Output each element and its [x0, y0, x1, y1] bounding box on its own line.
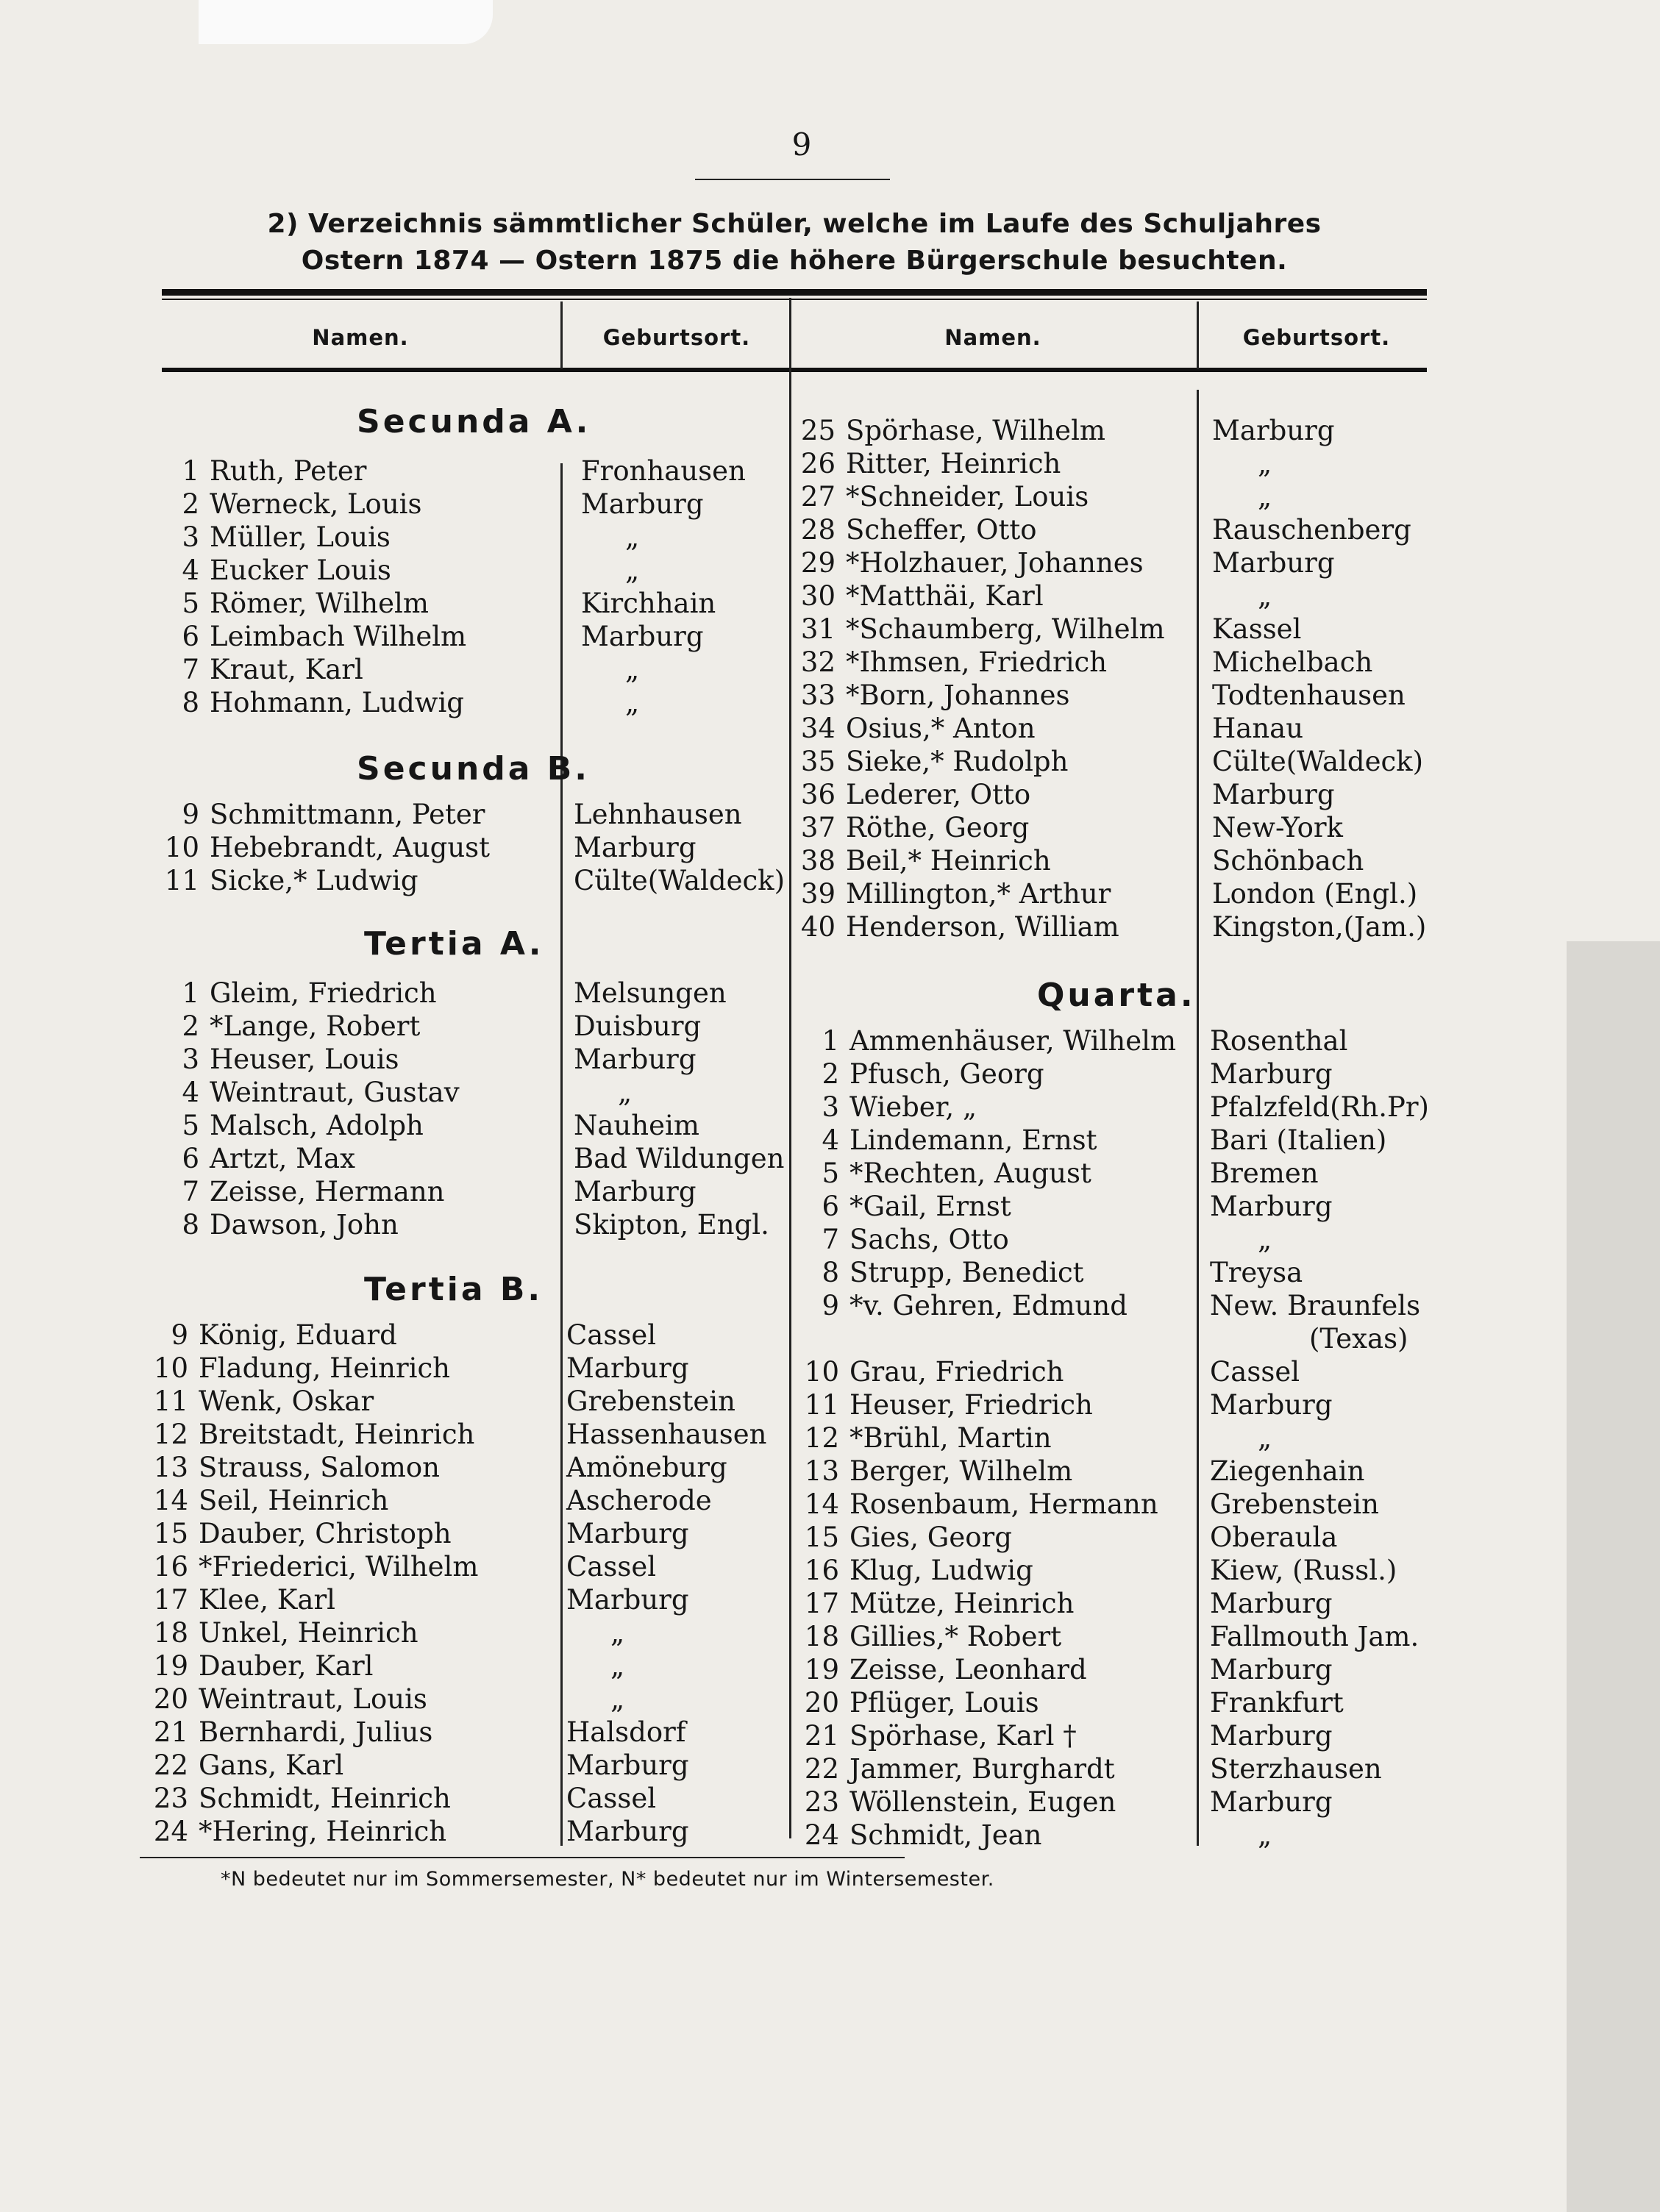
- list-item: 20 Weintraut, Louis „: [153, 1683, 625, 1715]
- list-item: 16 Klug, Ludwig Kiew, (Russl.): [804, 1555, 1397, 1586]
- list-item: 4 Weintraut, Gustav „: [182, 1077, 633, 1108]
- section-secunda-a: Secunda A.: [357, 403, 591, 440]
- list-item: 37 Röthe, Georg New-York: [800, 812, 1343, 843]
- list-item: 11 Heuser, Friedrich Marburg: [804, 1389, 1333, 1421]
- list-item: 18 Unkel, Heinrich „: [153, 1617, 625, 1649]
- list-item: 21 Bernhardi, Julius Halsdorf: [153, 1716, 686, 1748]
- list-item: 10 Grau, Friedrich Cassel: [804, 1356, 1300, 1388]
- list-item: 21 Spörhase, Karl † Marburg: [804, 1720, 1333, 1752]
- list-item: 8 Strupp, Benedict Treysa: [822, 1257, 1303, 1288]
- tertia-b-list: [153, 1319, 772, 1848]
- list-item: 7 Sachs, Otto „: [822, 1224, 1272, 1255]
- list-item: 5 Malsch, Adolph Nauheim: [182, 1110, 699, 1141]
- footnote-rule: [140, 1857, 905, 1858]
- list-item: 16 *Friederici, Wilhelm Cassel: [153, 1551, 657, 1583]
- list-item: 6 Leimbach Wilhelm Marburg: [182, 621, 704, 652]
- list-item: 5 *Rechten, August Bremen: [822, 1157, 1319, 1189]
- page-title: [154, 206, 1434, 279]
- list-item: 12 *Brühl, Martin „: [804, 1422, 1272, 1454]
- list-item: 3 Wieber, „ Pfalzfeld(Rh.Pr): [822, 1091, 1429, 1123]
- list-item: 34 Osius,* Anton Hanau: [800, 713, 1304, 744]
- list-item: 8 Hohmann, Ludwig „: [182, 687, 640, 718]
- list-item: 26 Ritter, Heinrich „: [800, 448, 1272, 479]
- list-item: 36 Lederer, Otto Marburg: [800, 779, 1335, 810]
- list-item: 23 Wöllenstein, Eugen Marburg: [804, 1786, 1333, 1818]
- paper-edge-damage: [1567, 941, 1660, 2212]
- section-quarta: Quarta.: [1037, 977, 1196, 1014]
- list-item: 19 Zeisse, Leonhard Marburg: [804, 1654, 1333, 1685]
- title-rule-thin: [162, 299, 1427, 300]
- list-item: 40 Henderson, William Kingston,(Jam.): [800, 911, 1427, 943]
- list-item: 20 Pflüger, Louis Frankfurt: [804, 1687, 1344, 1719]
- list-item: 2 Pfusch, Georg Marburg: [822, 1058, 1333, 1090]
- header-left-name: Namen.: [312, 325, 409, 350]
- header-right-place: Geburtsort.: [1242, 325, 1391, 350]
- list-item: 4 Lindemann, Ernst Bari (Italien): [822, 1124, 1387, 1156]
- title-rule-thick: [162, 289, 1427, 296]
- list-item: 24 Schmidt, Jean „: [804, 1819, 1272, 1851]
- list-item: 15 Dauber, Christoph Marburg: [153, 1518, 689, 1549]
- list-item: 1 Ammenhäuser, Wilhelm Rosenthal: [822, 1025, 1348, 1057]
- list-item: 1 Ruth, Peter Fronhausen: [182, 455, 746, 487]
- list-item: 35 Sieke,* Rudolph Cülte(Waldeck): [800, 746, 1424, 777]
- list-item: 7 Kraut, Karl „: [182, 654, 640, 685]
- column-divider-center: [789, 298, 791, 1838]
- page-number: 9: [791, 126, 812, 163]
- list-item: 3 Heuser, Louis Marburg: [182, 1043, 697, 1075]
- list-item: 14 Seil, Heinrich Ascherode: [153, 1485, 712, 1516]
- list-item: 29 *Holzhauer, Johannes Marburg: [800, 547, 1335, 579]
- list-item: 38 Beil,* Heinrich Schönbach: [800, 845, 1364, 877]
- header-left-place: Geburtsort.: [602, 325, 751, 350]
- column-divider-right: [1197, 302, 1199, 369]
- list-item: 2 *Lange, Robert Duisburg: [182, 1010, 702, 1042]
- list-item: 8 Dawson, John Skipton, Engl.: [182, 1209, 769, 1241]
- list-item: 4 Eucker Louis „: [182, 554, 640, 586]
- list-item: 11 Sicke,* Ludwig Cülte(Waldeck): [164, 865, 786, 896]
- section-tertia-a: Tertia A.: [364, 925, 544, 963]
- list-item: 39 Millington,* Arthur London (Engl.): [800, 878, 1418, 910]
- section-secunda-b: Secunda B.: [357, 750, 591, 788]
- paper-stain: [199, 0, 493, 44]
- list-item: 17 Klee, Karl Marburg: [153, 1584, 689, 1616]
- header-rule: [162, 368, 1427, 372]
- page-number-rule: [695, 179, 890, 180]
- list-item: 13 Strauss, Salomon Amöneburg: [153, 1452, 727, 1483]
- list-item: 3 Müller, Louis „: [182, 521, 640, 553]
- list-item: 19 Dauber, Karl „: [153, 1650, 625, 1682]
- list-item: 30 *Matthäi, Karl „: [800, 580, 1272, 612]
- title-line-2: Ostern 1874 — Ostern 1875 die höhere Bürgerschule besuchten.: [301, 246, 1288, 276]
- list-item: 9 König, Eduard Cassel: [171, 1319, 657, 1351]
- list-item: 23 Schmidt, Heinrich Cassel: [153, 1783, 657, 1814]
- list-item: 12 Breitstadt, Heinrich Hassenhausen: [153, 1419, 767, 1450]
- list-item: 33 *Born, Johannes Todtenhausen: [800, 679, 1406, 711]
- list-item: 22 Gans, Karl Marburg: [153, 1749, 689, 1781]
- secunda-a-list: [182, 454, 769, 719]
- list-item: 10 Fladung, Heinrich Marburg: [153, 1352, 689, 1384]
- list-item: 7 Zeisse, Hermann Marburg: [182, 1176, 697, 1207]
- column-divider-left: [560, 302, 563, 369]
- list-item: 27 *Schneider, Louis „: [800, 481, 1272, 513]
- list-item: 25 Spörhase, Wilhelm Marburg: [800, 415, 1335, 446]
- list-item: 15 Gies, Georg Oberaula: [804, 1521, 1338, 1553]
- list-item: 18 Gillies,* Robert Fallmouth Jam.: [804, 1621, 1419, 1652]
- list-item: 6 *Gail, Ernst Marburg: [822, 1191, 1333, 1222]
- list-item: 24 *Hering, Heinrich Marburg: [153, 1816, 689, 1847]
- footnote: *N bedeutet nur im Sommersemester, N* bedeutet nur im Wintersemester.: [221, 1868, 994, 1891]
- list-item: 28 Scheffer, Otto Rauschenberg: [800, 514, 1411, 546]
- list-item: 31 *Schaumberg, Wilhelm Kassel: [800, 613, 1302, 645]
- header-right-name: Namen.: [944, 325, 1041, 350]
- list-item: 32 *Ihmsen, Friedrich Michelbach: [800, 646, 1373, 678]
- list-item: 9 *v. Gehren, Edmund New. Braunfels: [822, 1290, 1421, 1321]
- list-item: 11 Wenk, Oskar Grebenstein: [153, 1385, 735, 1417]
- section-tertia-b: Tertia B.: [364, 1271, 544, 1308]
- title-line-1: 2) Verzeichnis sämmtlicher Schüler, welche im Laufe des Schuljahres: [267, 209, 1322, 239]
- list-item: 13 Berger, Wilhelm Ziegenhain: [804, 1455, 1365, 1487]
- secunda-b-list: [164, 798, 786, 897]
- tertia-b-continued-list: [800, 414, 1434, 943]
- list-item: 6 Artzt, Max Bad Wildungen: [182, 1143, 785, 1174]
- quarta-list: [804, 1024, 1438, 1852]
- list-item: 9 Schmittmann, Peter Lehnhausen: [182, 799, 742, 830]
- list-item: 17 Mütze, Heinrich Marburg: [804, 1588, 1333, 1619]
- tertia-a-list: [182, 977, 785, 1241]
- list-item: 1 Gleim, Friedrich Melsungen: [182, 977, 727, 1009]
- list-item: (Texas): [1309, 1323, 1408, 1355]
- list-item: 14 Rosenbaum, Hermann Grebenstein: [804, 1488, 1379, 1520]
- list-item: 10 Hebebrandt, August Marburg: [164, 832, 697, 863]
- list-item: 2 Werneck, Louis Marburg: [182, 488, 704, 520]
- list-item: 22 Jammer, Burghardt Sterzhausen: [804, 1753, 1382, 1785]
- list-item: 5 Römer, Wilhelm Kirchhain: [182, 588, 716, 619]
